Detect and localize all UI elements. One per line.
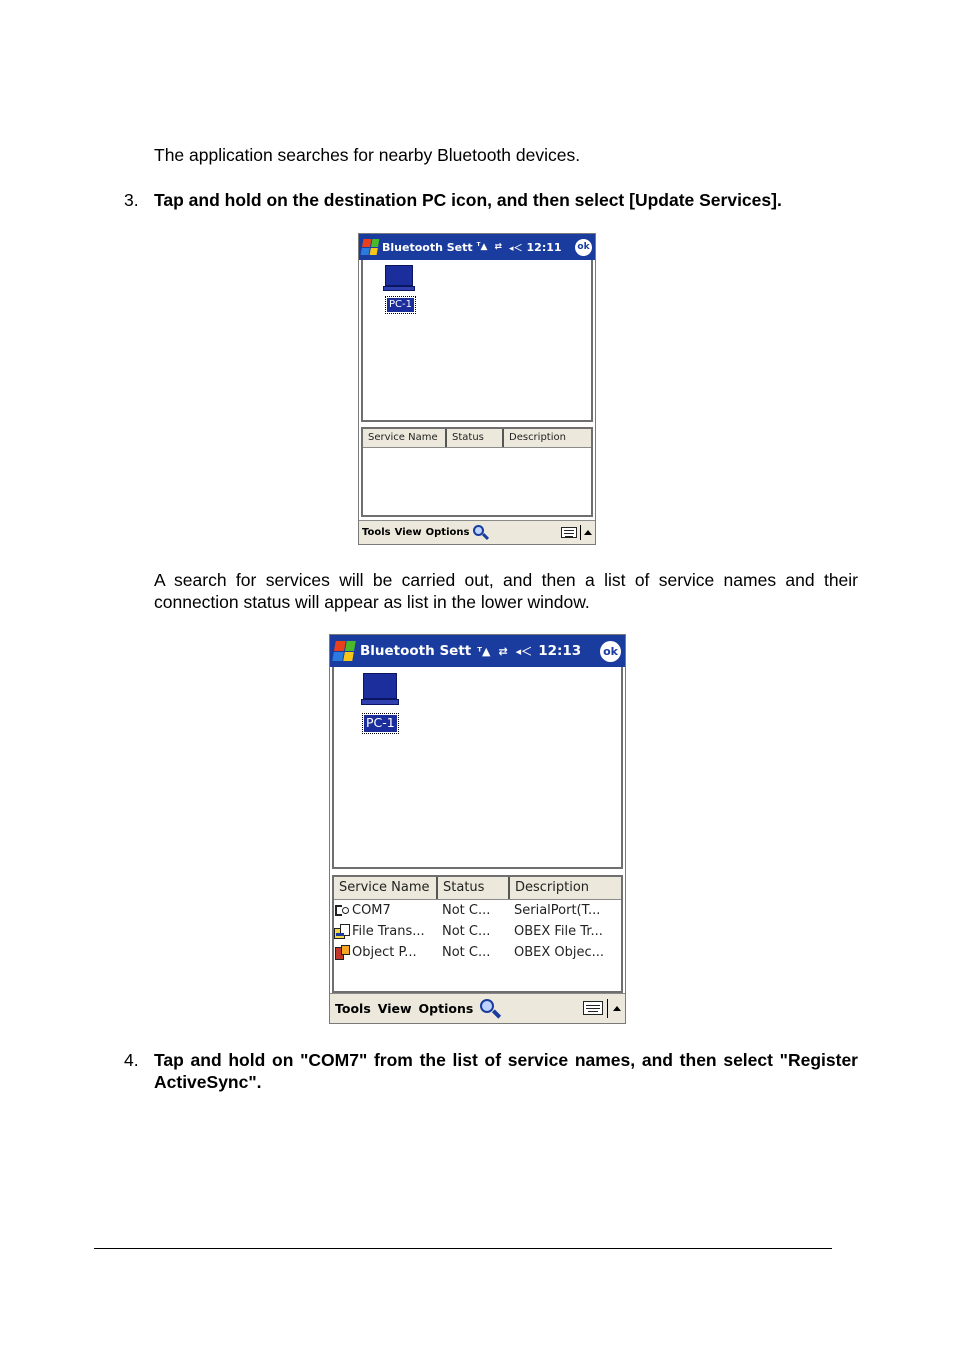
- services-search-description: A search for services will be carried out, and then a list of service names and their connection status will appear as list in the lower window.: [154, 570, 858, 612]
- list-item-object-push[interactable]: [334, 942, 621, 963]
- column-service-name[interactable]: Service Name: [363, 429, 447, 447]
- bluetooth-settings-screenshot-1: [358, 233, 596, 545]
- step-3-instruction: Tap and hold on the destination PC icon, and then select [Update Services].: [154, 190, 782, 210]
- service-status: Not C...: [442, 945, 491, 960]
- step-4-number: 4.: [124, 1050, 139, 1070]
- column-status[interactable]: Status: [447, 429, 504, 447]
- menu-view[interactable]: View: [377, 1001, 412, 1016]
- pc-device-icon[interactable]: [385, 265, 413, 291]
- title-bar: [359, 234, 595, 260]
- bluetooth-settings-screenshot-2: [329, 634, 626, 1024]
- list-header: [363, 429, 591, 448]
- volume-icon[interactable]: ◂＜: [515, 645, 533, 658]
- menu-options[interactable]: Options: [418, 1001, 474, 1016]
- input-panel-arrow-icon[interactable]: [613, 1006, 621, 1011]
- service-status: Not C...: [442, 924, 491, 939]
- keyboard-icon[interactable]: [561, 527, 577, 538]
- service-list: [361, 427, 593, 517]
- service-name: File Trans...: [352, 924, 425, 939]
- title-bar: [330, 635, 625, 667]
- service-name: Object P...: [352, 945, 417, 960]
- signal-icon[interactable]: ᵀ▲: [476, 242, 488, 252]
- step-4-instruction: Tap and hold on "COM7" from the list of service names, and then select "Register ActiveSync".: [154, 1050, 858, 1092]
- menu-bar: [330, 993, 625, 1023]
- device-label-pc-1[interactable]: PC-1: [389, 299, 412, 310]
- device-pane: [332, 667, 623, 869]
- serial-port-icon: [334, 903, 351, 918]
- service-description: OBEX Objec...: [514, 945, 605, 960]
- sync-icon[interactable]: ⇄: [494, 242, 502, 252]
- clock-time[interactable]: 12:13: [538, 643, 582, 659]
- signal-icon[interactable]: ᵀ▲: [477, 644, 491, 658]
- start-windows-icon[interactable]: [361, 239, 380, 255]
- keyboard-icon[interactable]: [583, 1001, 603, 1015]
- service-description: OBEX File Tr...: [514, 924, 603, 939]
- menu-options[interactable]: Options: [425, 527, 470, 538]
- menu-tools[interactable]: Tools: [362, 527, 391, 538]
- menu-view[interactable]: View: [394, 527, 422, 538]
- list-item-file-transfer[interactable]: [334, 921, 621, 942]
- volume-icon[interactable]: ◂＜: [508, 243, 523, 254]
- sync-icon[interactable]: ⇄: [498, 644, 508, 658]
- file-transfer-icon: [334, 924, 351, 940]
- service-status: Not C...: [442, 903, 491, 918]
- ok-button[interactable]: ok: [575, 239, 592, 256]
- column-status[interactable]: Status: [438, 877, 510, 899]
- menu-tools[interactable]: Tools: [335, 1001, 371, 1016]
- service-description: SerialPort(T...: [514, 903, 601, 918]
- window-title: Bluetooth Sett: [360, 643, 472, 659]
- intro-text: The application searches for nearby Bluetooth devices.: [154, 145, 581, 165]
- column-description[interactable]: Description: [509, 432, 566, 443]
- ok-button[interactable]: ok: [600, 641, 621, 662]
- input-panel-arrow-icon[interactable]: [584, 530, 592, 535]
- footer-rule: [94, 1248, 832, 1249]
- list-item-com7[interactable]: [334, 900, 621, 921]
- step-3-number: 3.: [124, 190, 139, 210]
- pc-device-icon[interactable]: [363, 673, 397, 705]
- list-header: [334, 877, 621, 900]
- column-service-name[interactable]: Service Name: [334, 877, 438, 899]
- device-pane: [361, 260, 593, 422]
- column-description[interactable]: Description: [515, 880, 590, 895]
- search-icon[interactable]: [480, 999, 500, 1019]
- service-list: [332, 875, 623, 993]
- start-windows-icon[interactable]: [332, 641, 356, 661]
- window-title: Bluetooth Sett: [382, 240, 473, 254]
- menu-bar: [359, 520, 595, 544]
- service-name: COM7: [352, 903, 391, 918]
- device-label-pc-1[interactable]: PC-1: [366, 715, 395, 730]
- clock-time[interactable]: 12:11: [526, 240, 562, 254]
- object-push-icon: [334, 945, 351, 961]
- search-icon[interactable]: [473, 525, 489, 541]
